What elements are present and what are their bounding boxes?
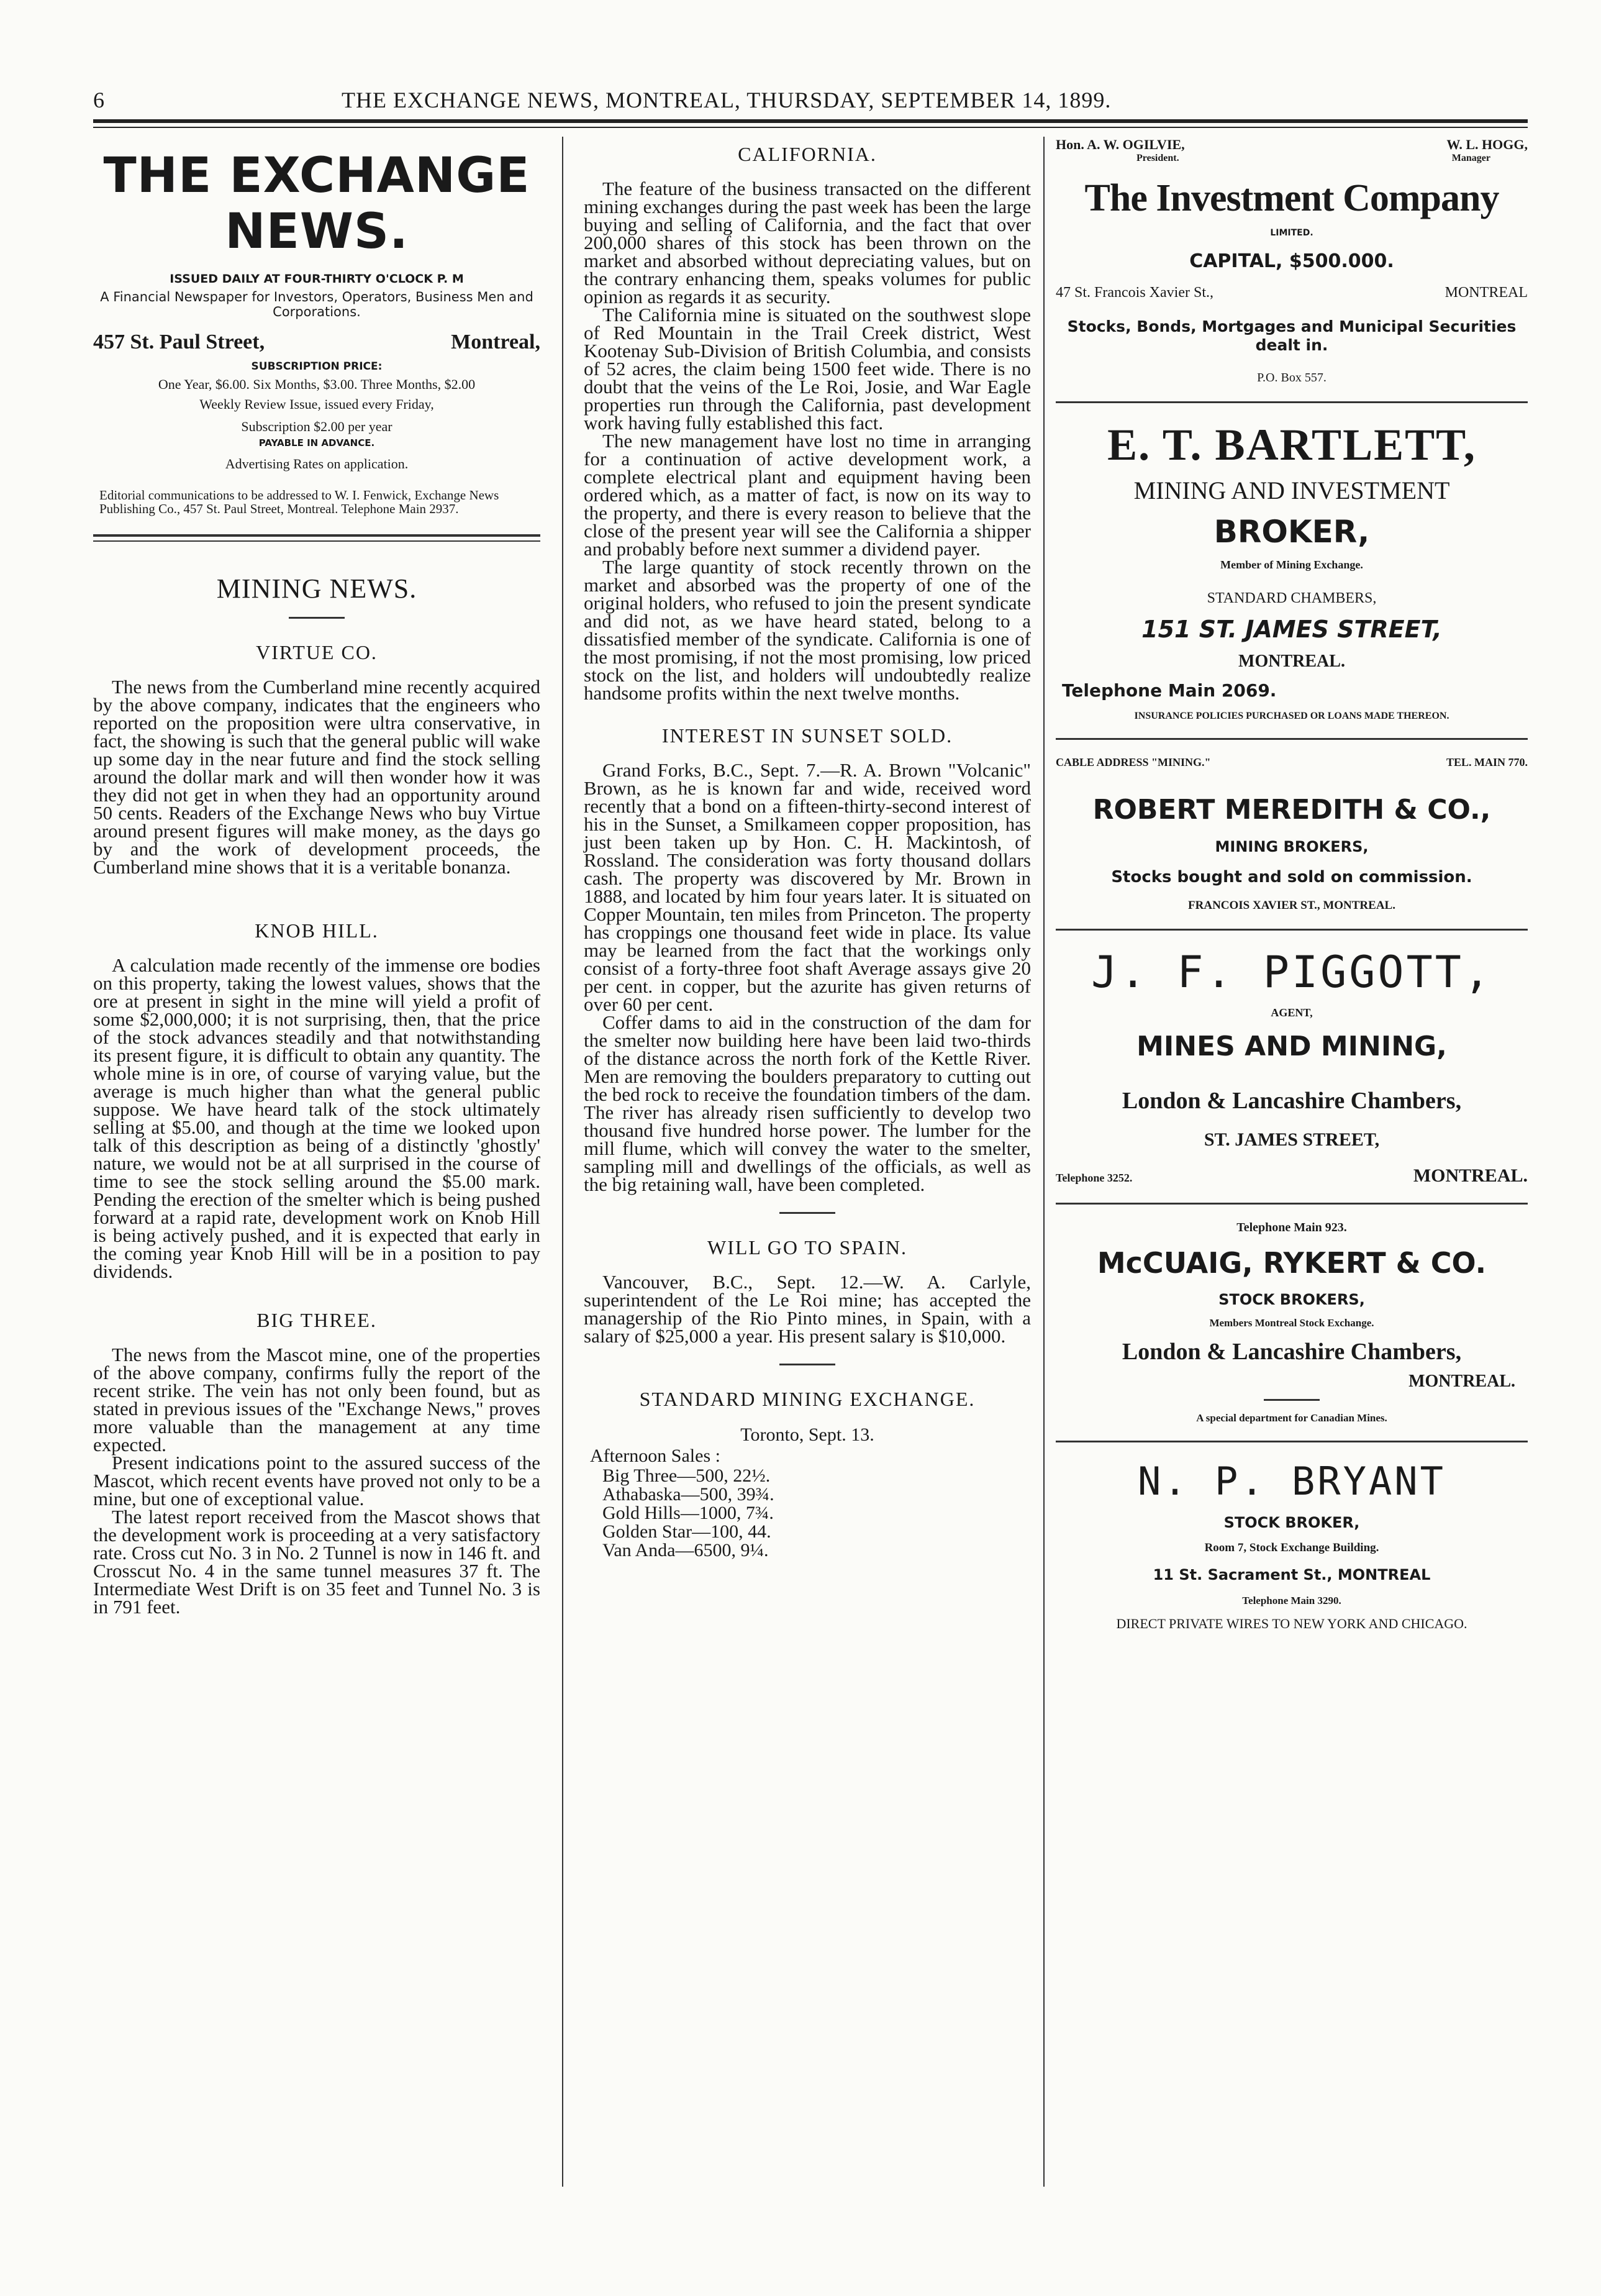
address-line — [93, 330, 540, 354]
manager-name: W. L. HOGG, — [1446, 137, 1528, 152]
sunset-heading: INTEREST IN SUNSET SOLD. — [661, 724, 953, 747]
california-heading: CALIFORNIA. — [738, 143, 877, 165]
column-ads — [1056, 137, 1528, 1632]
investment-company-name: The Investment Company — [1084, 177, 1499, 219]
piggott-mines: MINES AND MINING, — [1136, 1031, 1447, 1062]
column-rule — [562, 137, 563, 2187]
bryant-room: Room 7, Stock Exchange Building. — [1204, 1541, 1379, 1554]
mccuaig-title: STOCK BROKERS, — [1218, 1291, 1365, 1308]
investment-company-ad — [1056, 137, 1528, 385]
column-left — [93, 137, 540, 1616]
short-rule — [779, 1364, 835, 1365]
manager-title: Manager — [1451, 153, 1490, 163]
piggott-agent: AGENT, — [1271, 1006, 1313, 1019]
ad-divider — [1056, 1203, 1528, 1205]
meredith-ad — [1056, 756, 1528, 913]
virtue-article: The news from the Cumberland mine recently acquired by the above company, indicates that the engineers who reported on the proposition were ultra conservative, in fact, the showing is such that the general public will wake up some day in the near future and find the stock selling around the dollar mark and will then wonder how it was they did not get in when they had an opportunity around 50 cents. Readers of the Exchange News who buy Virtue around present figures will make money, as the days go by and the work of development proceeds, the Cumberland mine shows that it is a veritable bonanza. — [93, 676, 540, 878]
piggott-ad — [1056, 947, 1528, 1187]
editorial-note: Editorial communications to be addressed to W. I. Fenwick, Exchange News Publishing Co., 457 St. Paul Street, Montreal. Telephone Main 2937. — [99, 488, 499, 516]
investment-street: 47 St. Francois Xavier St., — [1056, 285, 1213, 301]
bryant-address: 11 St. Sacrament St., MONTREAL — [1153, 1566, 1431, 1583]
mining-news-heading: MINING NEWS. — [216, 573, 417, 604]
virtue-heading: VIRTUE CO. — [256, 641, 378, 663]
officer-titles — [1056, 153, 1528, 164]
masthead-title: THE EXCHANGE NEWS. — [103, 148, 530, 260]
ad-divider — [1056, 1441, 1528, 1442]
meredith-contact — [1056, 756, 1528, 769]
bartlett-member: Member of Mining Exchange. — [1220, 558, 1363, 571]
bryant-name: N. P. BRYANT — [1138, 1459, 1446, 1504]
subscription-label: SUBSCRIPTION PRICE: — [251, 360, 383, 373]
meredith-stocks: Stocks bought and sold on commission. — [1111, 868, 1472, 886]
mccuaig-telephone: Telephone Main 923. — [1236, 1221, 1347, 1234]
california-paragraph: The new management have lost no time in arranging for a continuation of active development work, a complete electrical plant and equipment having been ordered which, as a matter of fact, is now on its way to the property, and there is every reason to believe that the close of the present year will see the California a shipper and probably before next summer a dividend payer. — [584, 430, 1031, 560]
exchange-sale: Gold Hills—1000, 7¾. — [602, 1503, 774, 1523]
exchange-label: Afternoon Sales : — [590, 1446, 720, 1466]
payable-note: PAYABLE IN ADVANCE. — [258, 437, 375, 449]
meredith-name: ROBERT MEREDITH & CO., — [1092, 794, 1491, 826]
big-three-paragraph: Present indications point to the assured success of the Mascot, which recent events have proved not only to be a mine, but one of exceptional value. — [93, 1452, 540, 1510]
short-rule — [1264, 1399, 1320, 1401]
meredith-tel: TEL. MAIN 770. — [1446, 756, 1528, 768]
bartlett-ad — [1056, 419, 1528, 722]
investment-address — [1056, 285, 1528, 301]
address-street: 457 St. Paul Street, — [93, 330, 265, 353]
knob-hill-heading: KNOB HILL. — [255, 919, 379, 942]
exchange-sale: Van Anda—6500, 9¼. — [602, 1540, 769, 1560]
bryant-title: STOCK BROKER, — [1223, 1514, 1360, 1531]
mccuaig-special: A special department for Canadian Mines. — [1196, 1412, 1387, 1424]
california-paragraph: The large quantity of stock recently thrown on the market and absorbed was the property of one of the original holders, who refused to join the present syndicate and did not, as we have heard stated, belong to a dissatisfied member of the syndicate. California is one of the most promising, if not the most promising, low priced stock on the list, and holders will undoubtedly realize handsome profits within the next twelve months. — [584, 556, 1031, 704]
bryant-telephone: Telephone Main 3290. — [1242, 1595, 1341, 1606]
investment-box: P.O. Box 557. — [1257, 371, 1327, 385]
tagline: A Financial Newspaper for Investors, Operators, Business Men and Corporations. — [100, 289, 533, 319]
spain-heading: WILL GO TO SPAIN. — [707, 1236, 907, 1259]
meredith-title: MINING BROKERS, — [1215, 838, 1369, 855]
section-rule — [93, 534, 540, 537]
mccuaig-members: Members Montreal Stock Exchange. — [1209, 1317, 1374, 1329]
investment-city: MONTREAL — [1445, 285, 1528, 301]
bartlett-line2: BROKER, — [1213, 514, 1370, 550]
piggott-name: J. F. PIGGOTT, — [1091, 947, 1492, 998]
header-rule-thin — [93, 127, 1528, 128]
ad-divider — [1056, 738, 1528, 740]
piggott-contact — [1056, 1165, 1528, 1187]
short-rule — [779, 1212, 835, 1214]
exchange-sales-list — [602, 1467, 1031, 1560]
big-three-paragraph: The news from the Mascot mine, one of the properties of the above company, confirms fully the report of the recent strike. The vein has not only been found, but as stated in previous issues of the "Exchange News," proves more valuable than the management at any time expected. — [93, 1344, 540, 1456]
bartlett-line1: MINING AND INVESTMENT — [1133, 476, 1450, 504]
exchange-sale: Big Three—500, 22½. — [602, 1465, 771, 1486]
subscription-rates: One Year, $6.00. Six Months, $3.00. Three Months, $2.00 — [158, 376, 476, 392]
mccuaig-chambers: London & Lancashire Chambers, — [1122, 1339, 1462, 1365]
running-title: THE EXCHANGE NEWS, MONTREAL, THURSDAY, SEPTEMBER 14, 1899. — [342, 88, 1112, 112]
exchange-dateline: Toronto, Sept. 13. — [740, 1424, 874, 1445]
meredith-address: FRANCOIS XAVIER ST., MONTREAL. — [1188, 899, 1395, 912]
running-header — [93, 87, 1522, 118]
exchange-sale: Golden Star—100, 44. — [602, 1521, 771, 1542]
exchange-heading: STANDARD MINING EXCHANGE. — [639, 1388, 976, 1410]
sunset-paragraph: Coffer dams to aid in the construction of the dam for the smelter now building here have been laid two-thirds of the distance across the north fork of the Kettle River. Men are removing the boulders preparatory to cutting out the bed rock to receive the foundation timbers of the dam. The river has already risen sufficiently to develop two thousand five hundred horse power. The lumber for the mill flume, which will convey the water to the smelter, sampling mill and dwellings of the officials, as well as the big retaining wall, have been completed. — [584, 1011, 1031, 1195]
address-city: Montreal, — [451, 330, 540, 353]
sunset-paragraph: Grand Forks, B.C., Sept. 7.—R. A. Brown "Volcanic" Brown, as he is known far and wide, received word recently that a bond on a fifteen-thirty-second interest of his in the Sunset, a Smilkameen copper proposition, has just been taken up by Hon. C. H. Mackintosh, of Rossland. The consideration was forty thousand dollars cash. The property was discovered by Mr. Brown in 1888, and located by him four years later. It is situated on Copper Mountain, ten miles from Princeton. The property has croppings one thousand feet wide in place. Its value may be learned from the fact that the workings only consist of a forty-three foot shaft Average assays give 20 per cent. in copper, but the azurite has given returns of over 60 per cent. — [584, 759, 1031, 1015]
ad-divider — [1056, 401, 1528, 403]
investment-business: Stocks, Bonds, Mortgages and Municipal Securities dealt in. — [1067, 317, 1517, 354]
bartlett-insurance: INSURANCE POLICIES PURCHASED OR LOANS MADE THEREON. — [1134, 711, 1449, 721]
exchange-sale: Athabaska—500, 39¾. — [602, 1484, 774, 1505]
capital-line: CAPITAL, $500.000. — [1189, 250, 1394, 272]
column-middle — [584, 137, 1031, 1560]
bartlett-chambers: STANDARD CHAMBERS, — [1207, 590, 1377, 606]
bartlett-name: E. T. BARTLETT, — [1107, 420, 1476, 470]
header-rule — [93, 119, 1528, 123]
mccuaig-name: McCUAIG, RYKERT & CO. — [1097, 1246, 1487, 1280]
weekly-issue: Weekly Review Issue, issued every Friday, — [199, 396, 434, 412]
bartlett-telephone: Telephone Main 2069. — [1062, 680, 1277, 701]
bryant-wires: DIRECT PRIVATE WIRES TO NEW YORK AND CHICAGO. — [1116, 1616, 1467, 1631]
mccuaig-ad — [1056, 1221, 1528, 1424]
california-paragraph: The California mine is situated on the southwest slope of Red Mountain in the Trail Creek district, West Kootenay Sub-Division of British Columbia, and consists of 52 acres, the claim being 1500 feet wide. There is no doubt that the veins of the Le Roi, Josie, and War Eagle properties run through the California, past development work having fully established this fact. — [584, 304, 1031, 434]
president-title: President. — [1136, 153, 1179, 163]
column-rule — [1043, 137, 1045, 2187]
bartlett-street: 151 ST. JAMES STREET, — [1141, 616, 1442, 643]
weekly-price: Subscription $2.00 per year — [241, 419, 392, 434]
big-three-heading: BIG THREE. — [256, 1309, 377, 1331]
limited-label: LIMITED. — [1270, 228, 1313, 238]
piggott-telephone: Telephone 3252. — [1056, 1172, 1133, 1184]
piggott-chambers: London & Lancashire Chambers, — [1122, 1088, 1462, 1114]
bartlett-city: MONTREAL. — [1238, 652, 1345, 671]
issued-line: ISSUED DAILY AT FOUR-THIRTY O'CLOCK P. M — [170, 272, 464, 286]
section-rule-thin — [93, 540, 540, 542]
spain-paragraph: Vancouver, B.C., Sept. 12.—W. A. Carlyle, superintendent of the Le Roi mine; has accepted the managership of the Rio Pinto mines, in Spain, with a salary of $25,000 a year. His present salary is $10,000. — [584, 1271, 1031, 1347]
advertising-note: Advertising Rates on application. — [225, 456, 409, 472]
president-name: Hon. A. W. OGILVIE, — [1056, 137, 1185, 152]
piggott-street: ST. JAMES STREET, — [1204, 1129, 1380, 1150]
mccuaig-city: MONTREAL. — [1408, 1372, 1515, 1391]
short-rule — [289, 617, 345, 619]
meredith-cable: CABLE ADDRESS "MINING." — [1056, 756, 1211, 768]
page-number: 6 — [93, 88, 105, 112]
officers-line — [1056, 137, 1528, 153]
knob-hill-article: A calculation made recently of the immense ore bodies on this property, taking the lowest values, shows that the ore at present in sight in the mine will yield a profit of some $2,000,000; it is not surprising, then, that the price of the stock advances steadily and that notwithstanding its present figure, it is difficult to obtain any quantity. The whole mine is in ore, of course of varying value, but the average is much higher than what the general public suppose. We have heard talk of the stock ultimately selling at $5.00, and though at the time we looked upon talk of this description as being of a distinctly 'ghostly' nature, we would not be at all surprised in the course of time to see the stock selling around the $5.00 mark. Pending the erection of the smelter which is being pushed forward at a rapid rate, development work on Knob Hill is being actively pushed, and it is expected that early in the coming year Knob Hill will be in a position to pay dividends. — [93, 954, 540, 1282]
ad-divider — [1056, 929, 1528, 931]
piggott-city: MONTREAL. — [1413, 1165, 1528, 1186]
california-paragraph: The feature of the business transacted on the different mining exchanges during the past week has been the large buying and selling of California, and the fact that over 200,000 shares of this stock has been thrown on the market and absorbed without depreciating values, but on the contrary enhancing them, speaks volumes for public opinion as regards it as security. — [584, 178, 1031, 308]
bryant-ad — [1056, 1459, 1528, 1632]
big-three-paragraph: The latest report received from the Mascot shows that the development work is proceeding at a very satisfactory rate. Cross cut No. 3 in No. 2 Tunnel is now in 146 ft. and Crosscut No. 4 in the same tunnel measures 37 ft. The Intermediate West Drift is on 35 feet and Tunnel No. 3 is in 791 feet. — [93, 1506, 540, 1618]
